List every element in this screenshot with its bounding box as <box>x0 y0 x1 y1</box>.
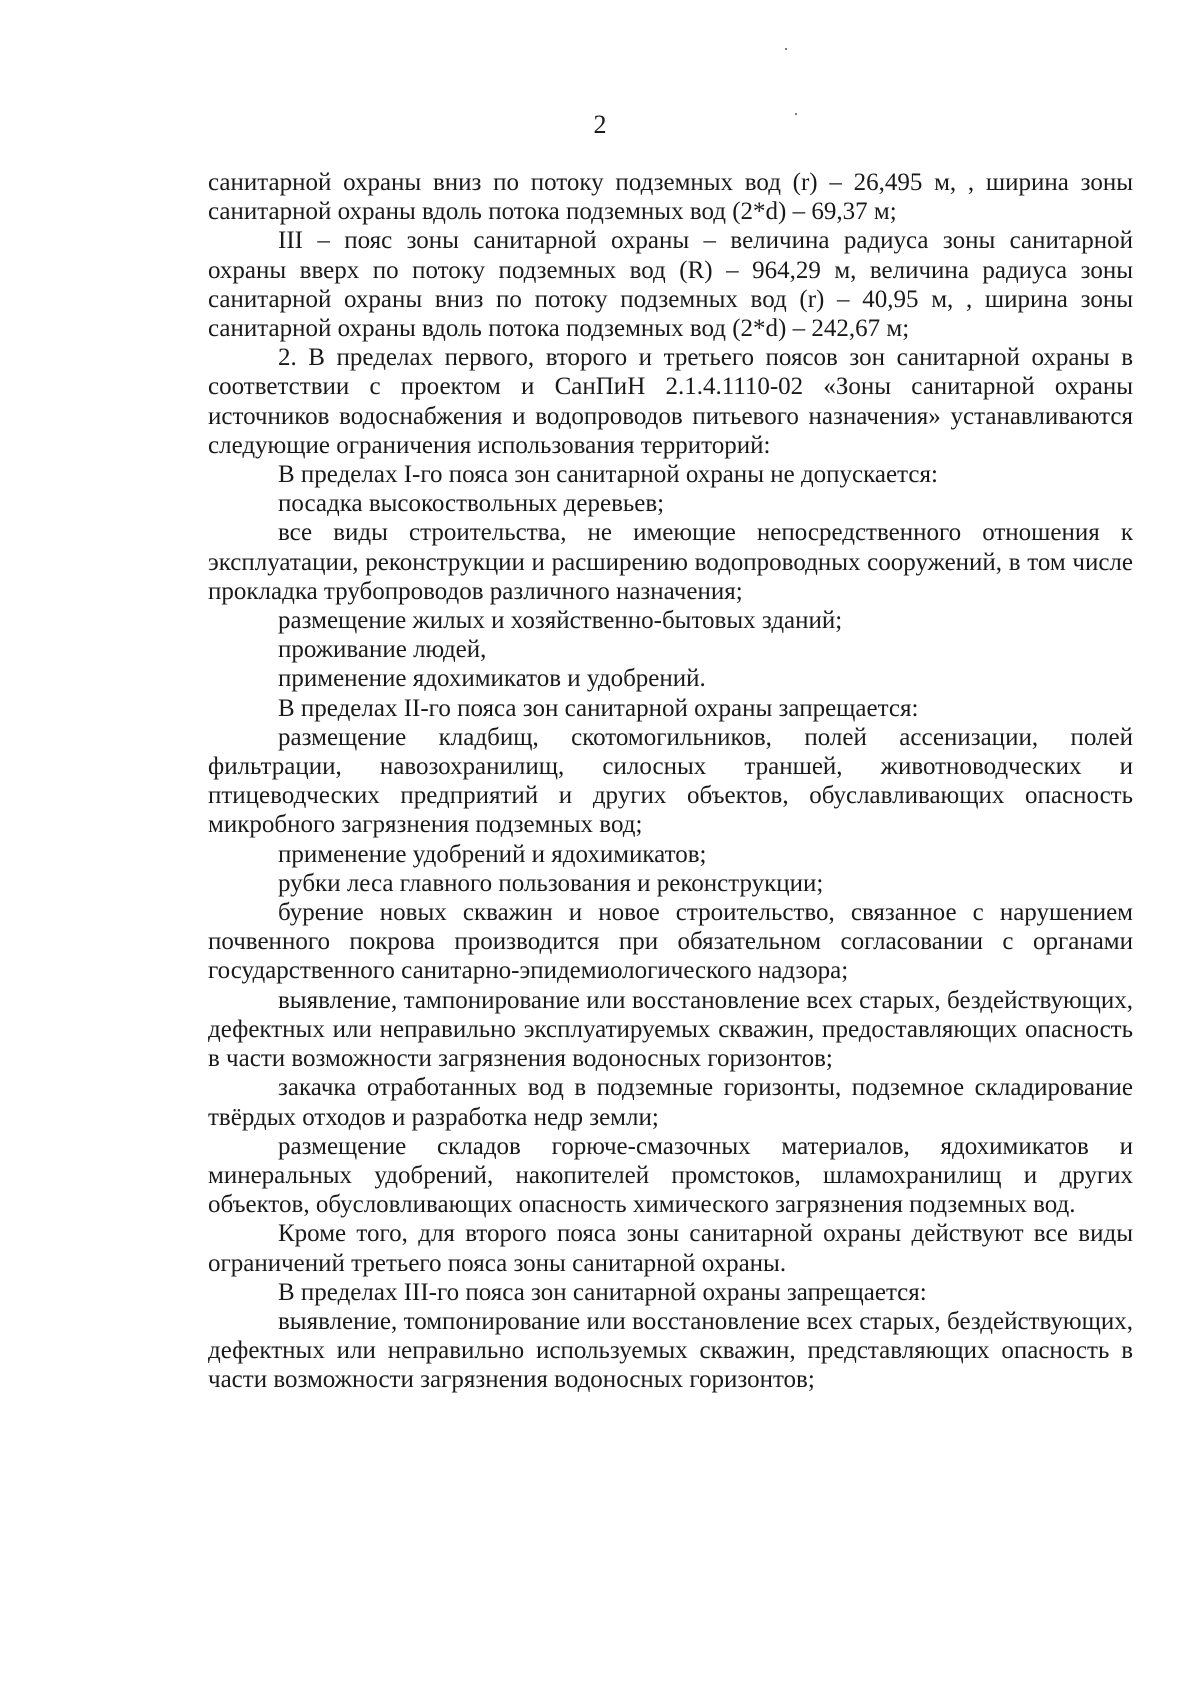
paragraph-list-item: размещение складов горюче-смазочных материалов, ядохимикатов и минеральных удобрений, накопителей промстоков, шламохранилищ и других объектов, обусловливающих опасность химического загрязнения подземных вод. <box>208 1132 1133 1219</box>
paragraph-list-item: закачка отработанных вод в подземные горизонты, подземное складирование твёрдых отходов и разработка недр земли; <box>208 1074 1133 1131</box>
scan-speck <box>795 113 797 115</box>
document-body <box>208 168 1133 1395</box>
paragraph-zone3-dimensions: III – пояс зоны санитарной охраны – величина радиуса зоны санитарной охраны вверх по потоку подземных вод (R) – 964,29 м, величина радиуса зоны санитарной охраны вниз по потоку подземных вод (r) – 40,95 м, , ширина зоны санитарной охраны вдоль потока подземных вод (2*d) – 242,67 м; <box>208 227 1133 343</box>
paragraph-restrictions-intro: 2. В пределах первого, второго и третьего поясов зон санитарной охраны в соответствии с проектом и СанПиН 2.1.4.1110-02 «Зоны санитарной охраны источников водоснабжения и водопроводов питьевого назначения» устанавливаются следующие ограничения использования территорий: <box>208 344 1133 459</box>
paragraph-list-item: применение удобрений и ядохимикатов; <box>278 840 707 868</box>
paragraph-zone2-heading: В пределах II-го пояса зон санитарной охраны запрещается: <box>278 694 919 722</box>
paragraph-zone1-heading: В пределах I-го пояса зон санитарной охраны не допускается: <box>278 461 938 489</box>
paragraph-list-item: посадка высокоствольных деревьев; <box>278 490 665 518</box>
paragraph-list-item: размещение кладбищ, скотомогильников, полей ассенизации, полей фильтрации, навозохранилищ, силосных траншей, животноводческих и птицеводческих предприятий и других объектов, обуславливающих опасность микробного загрязнения подземных вод; <box>208 723 1133 839</box>
paragraph-zone2-continuation: санитарной охраны вниз по потоку подземных вод (r) – 26,495 м, , ширина зоны санитарной охраны вдоль потока подземных вод (2*d) – 69,37 м; <box>208 169 1133 226</box>
scan-speck <box>785 48 787 50</box>
paragraph-list-item: выявление, томпонирование или восстановление всех старых, бездействующих, дефектных или неправильно используемых скважин, представляющих опасность в части возможности загрязнения водоносных горизонтов; <box>208 1307 1133 1394</box>
paragraph-list-item: бурение новых скважин и новое строительство, связанное с нарушением почвенного покрова производится при обязательном согласовании с органами государственного санитарно-эпидемиологического надзора; <box>208 899 1133 985</box>
paragraph-zone3-heading: В пределах III-го пояса зон санитарной охраны запрещается: <box>278 1278 927 1306</box>
paragraph-list-item: выявление, тампонирование или восстановление всех старых, бездействующих, дефектных или неправильно эксплуатируемых скважин, предоставляющих опасность в части возможности загрязнения водоносных горизонтов; <box>208 986 1133 1073</box>
paragraph-list-item: все виды строительства, не имеющие непосредственного отношения к эксплуатации, реконструкции и расширению водопроводных сооружений, в том числе прокладка трубопроводов различного назначения; <box>208 519 1133 605</box>
page-number: 2 <box>593 110 607 139</box>
paragraph-zone2-note: Кроме того, для второго пояса зоны санитарной охраны действуют все виды ограничений третьего пояса зоны санитарной охраны. <box>208 1220 1133 1277</box>
paragraph-list-item: применение ядохимикатов и удобрений. <box>278 665 706 693</box>
paragraph-list-item: размещение жилых и хозяйственно-бытовых зданий; <box>278 607 843 635</box>
paragraph-list-item: рубки леса главного пользования и реконструкции; <box>278 869 824 897</box>
paragraph-list-item: проживание людей, <box>278 636 487 664</box>
